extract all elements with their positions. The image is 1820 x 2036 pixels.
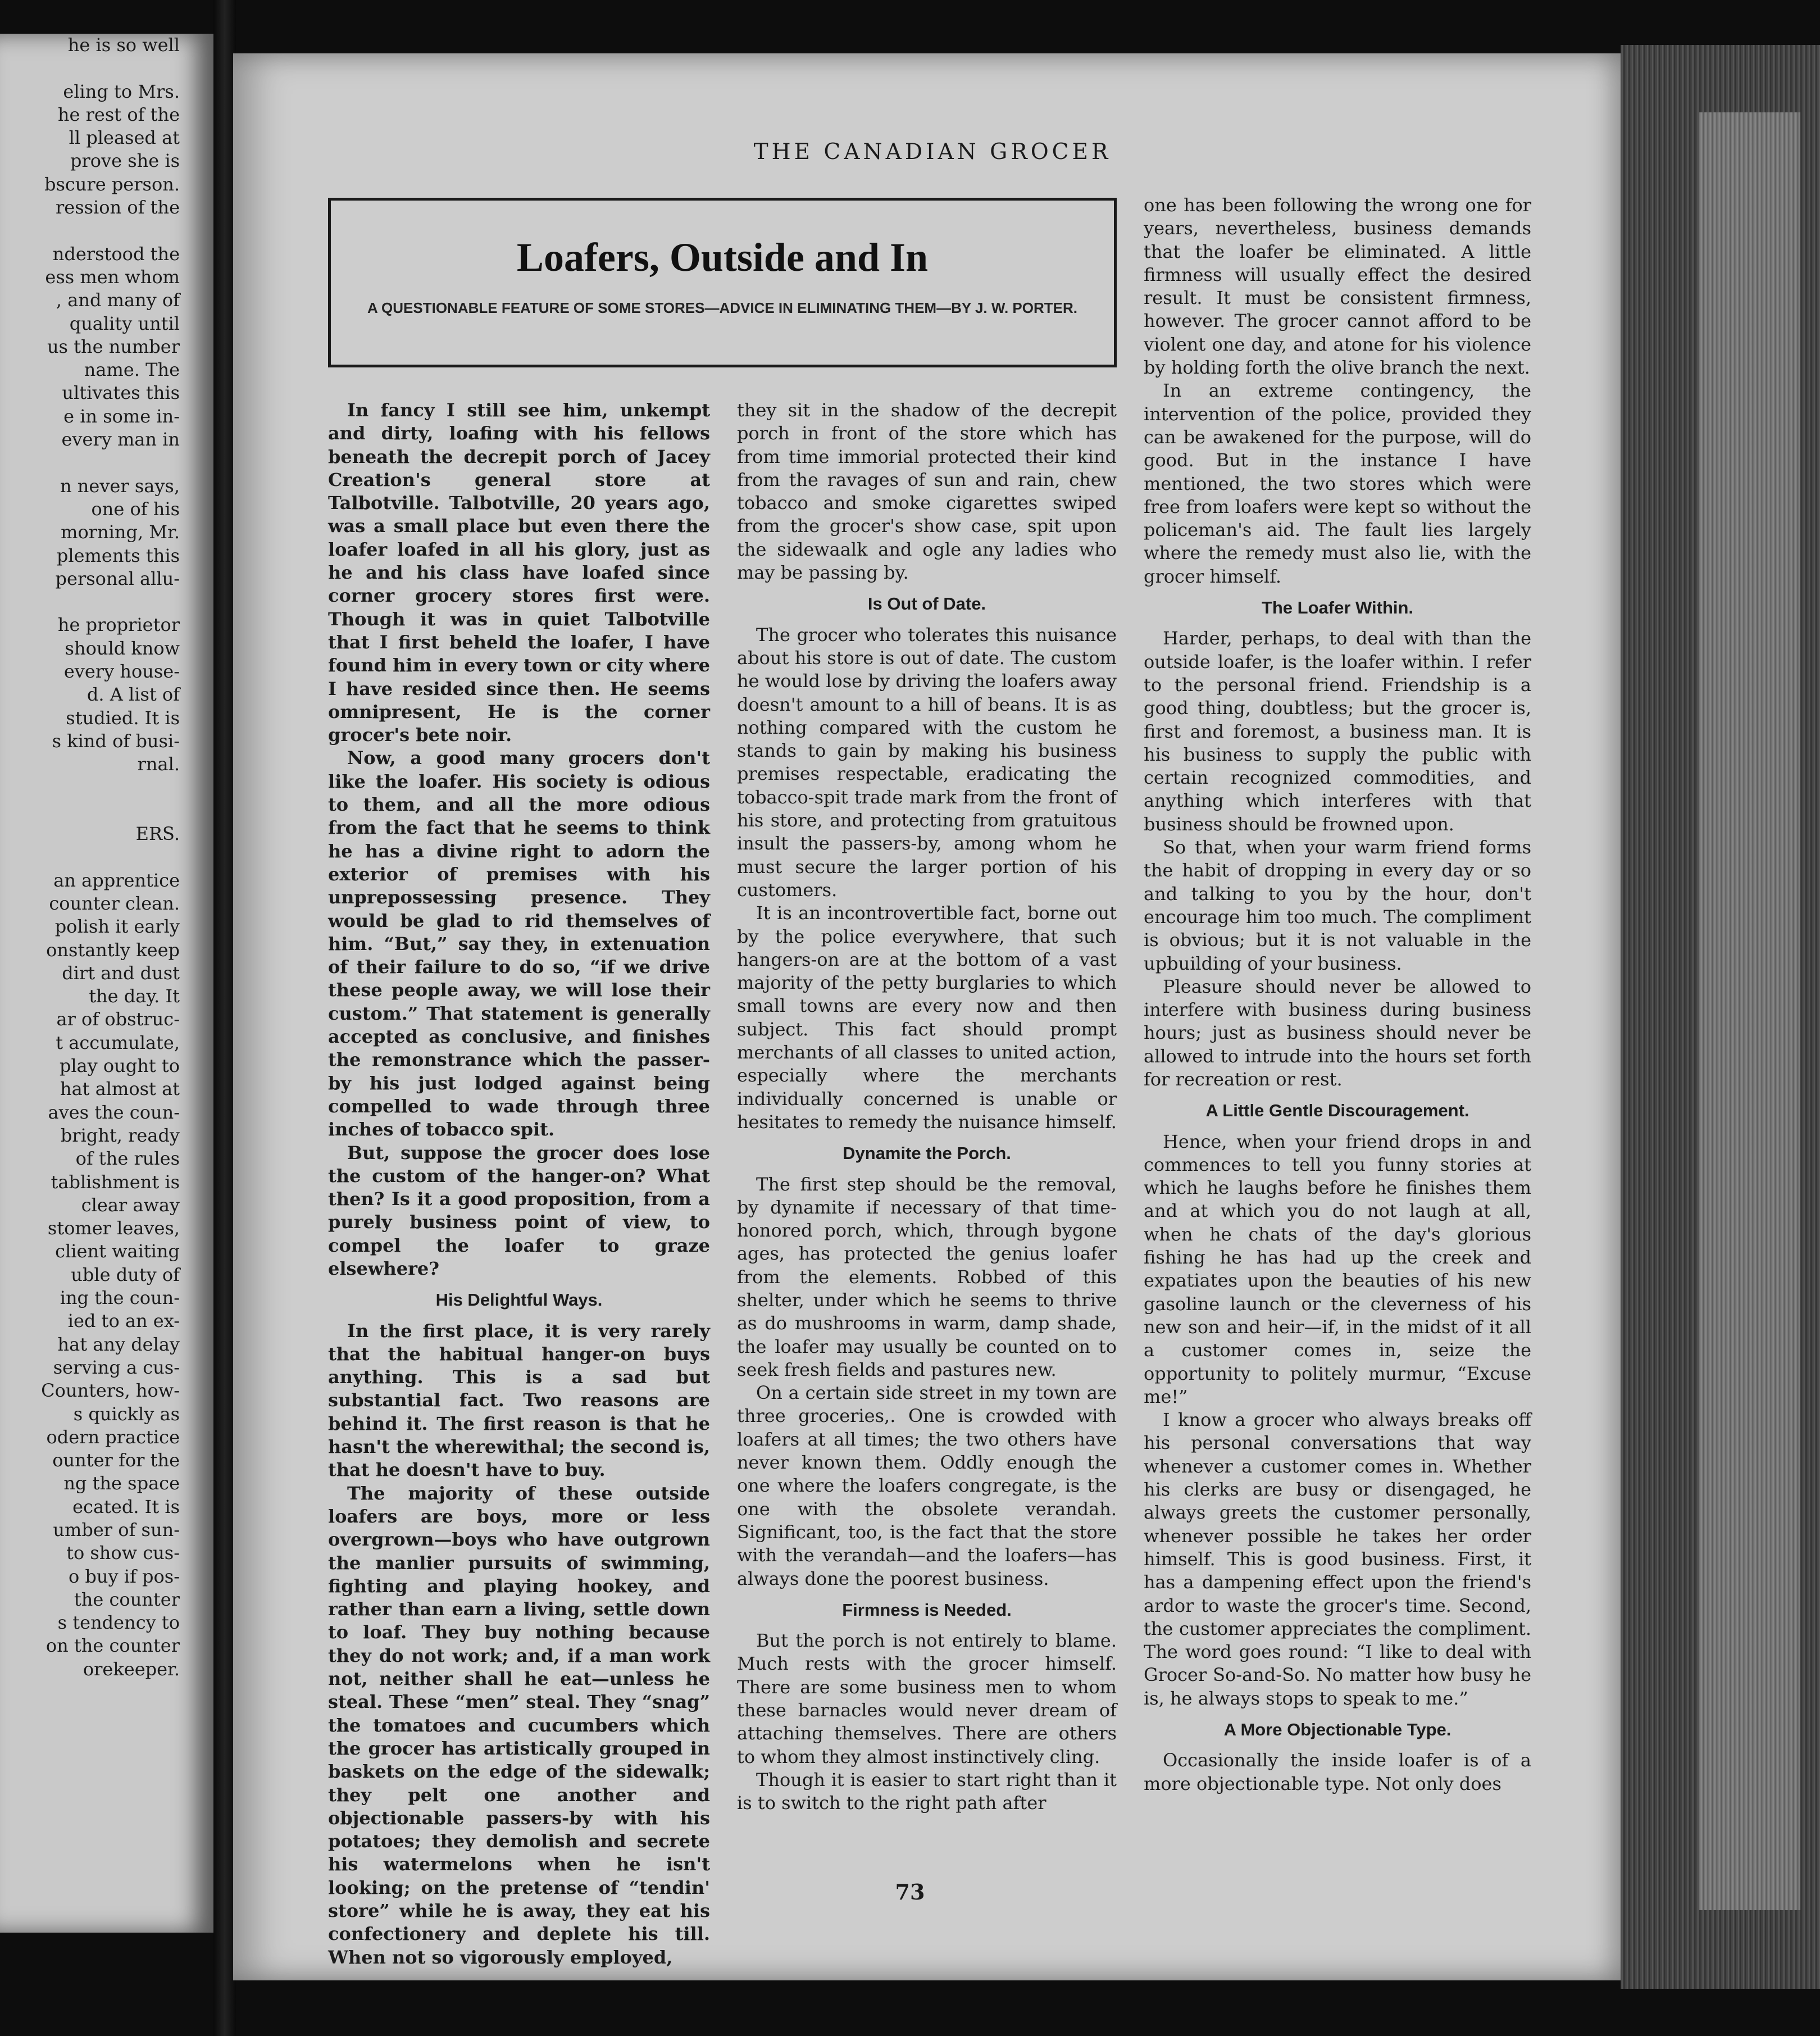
left-page-line: plements this [56, 544, 180, 566]
left-page-line: should know [65, 637, 180, 659]
section-heading: A Little Gentle Discouragement. [1205, 1101, 1469, 1121]
left-page-line: of the rules [75, 1148, 180, 1170]
paragraph: Hence, when your friend drops in and commences to tell you funny stories at which he laughs before he finishes them and at which you do not laugh at all, when he chats of the day's glorious fishing he has had up the creek and expatiates upon the beauties of his new gasoline launch or the cleverness of his new son and heir—if, in the midst of it all a customer comes in, seize the opportunity to politely murmur, “Excuse me!” [1144, 1130, 1531, 1407]
left-page-line: counter clean. [49, 892, 180, 914]
left-page-line: n never says, [60, 475, 180, 497]
left-page-line: ression of the [55, 197, 180, 219]
section-heading: A More Objectionable Type. [1223, 1720, 1452, 1739]
paragraph: Harder, perhaps, to deal with than the outside loafer, is the loafer within. I refer to the personal friend. Friendship is a good thing, doubtless; but the grocer is, first and foremost, a business man. It is his business to supply the public with certain recognized commodities, and anything which interferes with that business should be frowned upon. [1144, 628, 1531, 835]
left-page-line: every house- [63, 661, 180, 683]
paragraph: I know a grocer who always breaks off his personal conversations that way whenever a customer comes in. Whether his clerks are busy or disengaged, he always greets the customer personally, whenever possible he takes her order himself. This is good business. First, it has a dampening effect upon the friend's ardor to waste the grocer's time. Second, the customer appreciates the compliment. The word goes round: “I like to deal with Grocer So-and-So. No matter how busy he is, he always stops to speak to me.” [1144, 1409, 1531, 1709]
article-title: Loafers, Outside and In [516, 235, 929, 280]
left-page-line: hat almost at [60, 1078, 180, 1100]
book-gutter [213, 0, 236, 2036]
left-page-line: every man in [61, 429, 180, 451]
left-page-line: ERS. [135, 823, 180, 845]
left-page-line: s quickly as [73, 1403, 180, 1425]
left-page-line: polish it early [54, 916, 180, 938]
paragraph: The majority of these outside loafers are boys, more or less overgrown—boys who have outgrown the manlier pursuits of swimming, fighting and playing hookey, and rather than earn a living, settle down to loaf. They buy nothing because they do not work; and, if a man work not, neither shall he eat—unless he steal. These “men” steal. They “snag” the tomatoes and cucumbers which the grocer has artistically grouped in baskets on the edge of the sidewalk; they pelt one another and objectionable passers-by with his potatoes; they demolish and secrete his watermelons when he isn't looking; on the pretense of “tendin' store” while he is away, they eat his confectionery and deplete his till. When not so vigorously employed, [328, 1482, 710, 1968]
left-page-line: to show cus- [66, 1542, 180, 1564]
left-page-line [0, 590, 180, 613]
section-heading: Is Out of Date. [867, 594, 986, 614]
left-page-line: ing the coun- [60, 1287, 180, 1309]
left-page-line: on the counter [46, 1635, 180, 1657]
paragraph: one has been following the wrong one for years, nevertheless, business demands that the loafer be eliminated. A little firmness will usually effect the desired result. It must be consistent firmness, however. The grocer cannot afford to be violent one day, and atone for his violence by holding forth the olive branch the next. [1144, 194, 1531, 379]
left-page-line: ultivates this [62, 382, 180, 404]
paragraph: Now, a good many grocers don't like the loafer. His society is odious to them, and all the more odious from the fact that he seems to think he has a divine right to adorn the exterior of premises with his unprepossessing presence. They would be glad to rid themselves of him. “But,” say they, in extenuation of their failure to do so, “if we drive these people away, we will lose their custom.” That statement is generally accepted as conclusive, and finishes the remonstrance which the passer-by his just lodged against being compelled to wade through three inches of tobacco spit. [328, 747, 710, 1140]
left-page-line: morning, Mr. [61, 521, 180, 543]
column-2 [737, 399, 1117, 1815]
left-page-line: tablishment is [51, 1171, 180, 1193]
paragraph: In the first place, it is very rarely that the habitual hanger-on buys anything. This is a sad but substantial fact. Two reasons are behind it. The first reason is that he hasn't the wherewithal; the second is, that he doesn't have to buy. [328, 1320, 710, 1481]
column-1 [328, 399, 710, 1969]
paragraph: It is an incontrovertible fact, borne out by the police everywhere, that such hangers-on are at the bottom of a vast majority of the petty burglaries to which small towns are every now and then subject. This fact should prompt merchants of all classes to united action, especially where the merchants individually concerned is unable or hesitates to remedy the nuisance himself. [737, 902, 1117, 1133]
left-page-line [0, 57, 180, 80]
left-page-line: ounter for the [52, 1449, 180, 1471]
left-page-line: dirt and dust [62, 962, 180, 984]
left-page-text [0, 34, 180, 1681]
left-page-line: stomer leaves, [47, 1217, 180, 1239]
left-page-line: he proprietor [57, 614, 180, 636]
running-header: THE CANADIAN GROCER [753, 139, 1112, 165]
left-page-line: Counters, how- [41, 1380, 180, 1402]
left-page-line [0, 776, 180, 799]
left-page-line: uble duty of [71, 1264, 180, 1285]
left-page [0, 34, 213, 1933]
left-page-line: he is so well [67, 34, 180, 56]
left-page-line: rnal. [137, 753, 180, 775]
left-page-line: the counter [74, 1588, 180, 1610]
paragraph: But the porch is not entirely to blame. Much rests with the grocer himself. There are some business men to whom these barnacles would never dream of attaching themselves. There are others to whom they almost instinctively cling. [737, 1630, 1117, 1767]
left-page-line [0, 799, 180, 822]
section-heading: Firmness is Needed. [842, 1599, 1012, 1620]
left-page-line: nderstood the [52, 243, 180, 265]
paragraph: But, suppose the grocer does lose the custom of the hanger-on? What then? Is it a good proposition, from a purely business point of view, to compel the loafer to graze elsewhere? [328, 1142, 710, 1279]
left-page-line: t accumulate, [56, 1031, 180, 1053]
left-page-line: s kind of busi- [52, 730, 180, 752]
paragraph: In fancy I still see him, unkempt and dirty, loafing with his fellows beneath the decrepit porch of Jacey Creation's general store at Talbotville. Talbotville, 20 years ago, was a small place but even there the loafer loafed in all his glory, just as he and his class have loafed since corner grocery stores first were. Though it was in quiet Talbotville that I first beheld the loafer, I have found him in every town or city where I have resided since then. He seems omnipresent, He is the corner grocer's bete noir. [328, 399, 711, 746]
title-box [328, 198, 1117, 367]
paragraph: Occasionally the inside loafer is of a more objectionable type. Not only does [1144, 1749, 1531, 1794]
left-page-line: personal allu- [55, 567, 180, 589]
paragraph: The first step should be the removal, by dynamite if necessary of that time-honored porch, which, through bygone ages, has protected the genius loafer from the elements. Robbed of this shelter, under which he seems to thrive as do mushrooms in warm, damp shade, the loafer may usually be counted on to seek fresh fields and pastures new. [737, 1173, 1117, 1380]
left-page-line: ecated. It is [72, 1496, 180, 1517]
left-page-line: onstantly keep [46, 939, 180, 961]
left-page-line: o buy if pos- [68, 1565, 180, 1587]
left-page-line: aves the coun- [48, 1101, 180, 1123]
left-page-line: ll pleased at [69, 127, 180, 149]
paragraph: Pleasure should never be allowed to interfere with business during business hours; just as business should never be allowed to intrude into the hours set forth for recreation or rest. [1144, 975, 1531, 1090]
left-page-line: clear away [81, 1194, 180, 1216]
left-page-line: one of his [91, 498, 180, 520]
page-number: 73 [895, 1879, 925, 1905]
section-heading: His Delightful Ways. [435, 1290, 603, 1310]
left-page-line: e in some in- [63, 405, 180, 427]
left-page-line: d. A list of [87, 684, 180, 706]
left-page-line: ar of obstruc- [56, 1008, 180, 1030]
left-page-line: odern practice [46, 1426, 180, 1448]
left-page-line: ess men whom [45, 266, 180, 288]
left-page-line: serving a cus- [53, 1356, 180, 1378]
left-page-line [0, 219, 180, 242]
left-page-line: orekeeper. [83, 1658, 180, 1680]
left-page-line: the day. It [89, 985, 180, 1007]
left-page-line: bscure person. [44, 173, 180, 195]
paragraph: they sit in the shadow of the decrepit porch in front of the store which has from time immorial protected their kind from the ravages of sun and rain, chew tobacco and smoke cigarettes swiped from the grocer's show case, spit upon the sidewaalk and ogle any ladies who may be passing by. [737, 399, 1117, 584]
left-page-line: prove she is [70, 150, 180, 172]
page-edges [1621, 45, 1820, 1989]
paragraph: Though it is easier to start right than it is to switch to the right path after [737, 1769, 1117, 1814]
left-page-line: name. The [84, 359, 180, 381]
left-page-line: studied. It is [66, 707, 180, 729]
article-subtitle: A QUESTIONABLE FEATURE OF SOME STORES—ADVICE IN ELIMINATING THEM—BY J. W. PORTER. [367, 299, 1077, 316]
left-page-line: hat any delay [57, 1333, 180, 1355]
paragraph: On a certain side street in my town are three groceries,. One is crowded with loafers at all times; the two others have never known them. Oddly enough the one where the loafers congregate, is the one with the obsolete verandah. Significant, too, is the fact that the store with the verandah—and the loafers—has always done the poorest business. [737, 1382, 1117, 1589]
left-page-line: s tendency to [57, 1612, 180, 1634]
left-page-line: client waiting [55, 1240, 180, 1262]
paragraph: The grocer who tolerates this nuisance about his store is out of date. The custom he would lose by driving the loafers away doesn't amount to a hill of beans. It is as nothing compared with the custom he stands to gain by making his business premises respectable, eradicating the tobacco-spit trade mark from the front of his store, and protecting from gratuitous insult the passers-by, among whom he must secure the larger portion of his customers. [737, 624, 1117, 901]
left-page-line: us the number [47, 335, 180, 357]
column-3 [1144, 194, 1531, 1796]
left-page-line: , and many of [56, 289, 180, 311]
left-page-line: ied to an ex- [67, 1310, 180, 1332]
paragraph: In an extreme contingency, the intervention of the police, provided they can be awakened for the purpose, will do good. But in the instance I have mentioned, the two stores which were free from loafers were kept so without the policeman's aid. The fault lies largely where the remedy must also lie, with the grocer himself. [1144, 380, 1531, 587]
section-heading: Dynamite the Porch. [843, 1143, 1011, 1164]
left-page-line: quality until [69, 312, 180, 334]
paragraph: So that, when your warm friend forms the habit of dropping in every day or so and talking to you by the hour, don't encourage him too much. The compliment is obvious; but it is not valuable in the upbuilding of your business. [1144, 837, 1531, 974]
left-page-line: umber of sun- [53, 1519, 180, 1540]
left-page-line: play ought to [59, 1055, 180, 1077]
left-page-line: he rest of the [57, 103, 180, 125]
left-page-line [0, 846, 180, 869]
left-page-line: an apprentice [53, 869, 180, 891]
left-page-line: eling to Mrs. [63, 80, 180, 102]
left-page-line [0, 451, 180, 474]
left-page-line: ng the space [63, 1473, 180, 1494]
left-page-line: bright, ready [60, 1124, 180, 1146]
section-heading: The Loafer Within. [1261, 598, 1414, 618]
